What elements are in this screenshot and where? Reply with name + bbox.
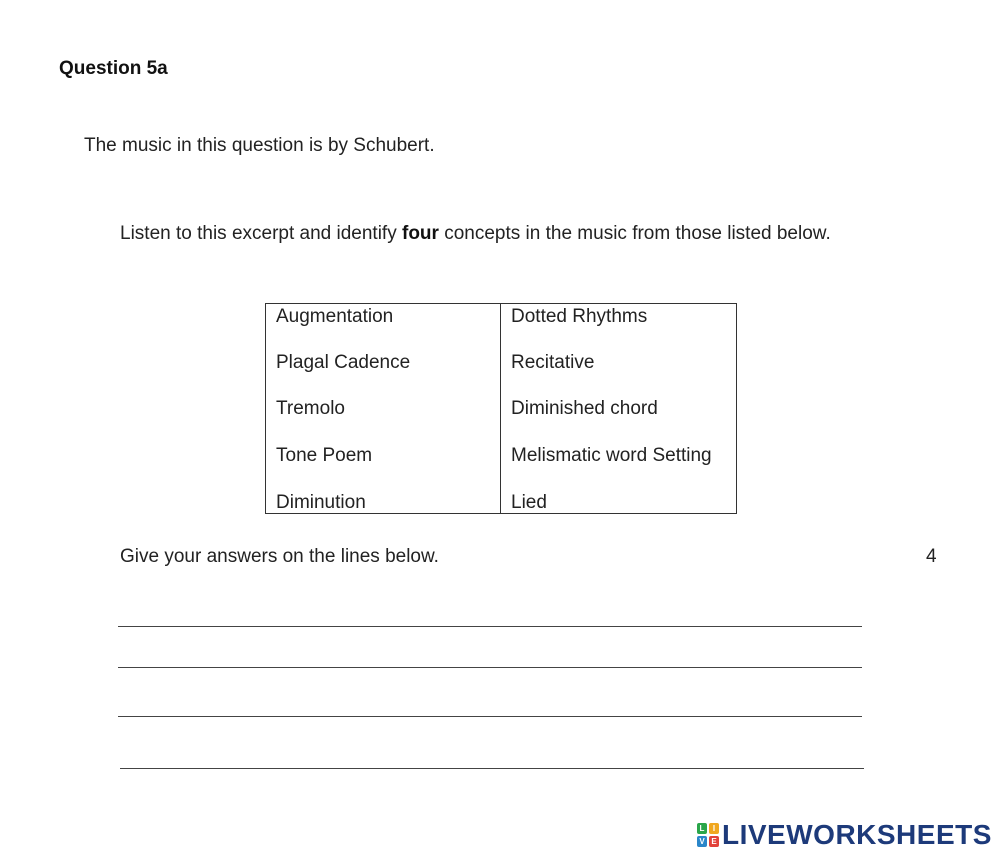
answer-line-1[interactable]	[118, 626, 862, 627]
concept-cell: Plagal Cadence	[276, 352, 411, 373]
concept-cell: Diminution	[276, 492, 366, 513]
concept-cell: Tremolo	[276, 398, 345, 419]
concept-column-left	[266, 304, 501, 513]
concept-cell: Lied	[511, 492, 547, 513]
answer-line-4[interactable]	[120, 768, 864, 769]
concept-cell: Melismatic word Setting	[511, 445, 712, 466]
logo-square: E	[709, 836, 719, 847]
liveworksheets-logo-icon	[697, 823, 719, 847]
answer-line-2[interactable]	[118, 667, 862, 668]
concept-cell: Diminished chord	[511, 398, 658, 419]
instruction-text-after: concepts in the music from those listed below.	[438, 223, 831, 244]
marks-value: 4	[926, 546, 937, 567]
concept-cell: Tone Poem	[276, 445, 373, 466]
instruction-text-before: Listen to this excerpt and identify	[120, 223, 402, 244]
brand-name: LIVEWORKSHEETS	[722, 819, 992, 850]
answers-label: Give your answers on the lines below.	[120, 546, 439, 567]
concept-cell: Dotted Rhythms	[511, 306, 648, 327]
instruction-emphasis: four	[402, 223, 439, 244]
logo-square: I	[709, 823, 719, 834]
question-title: Question 5a	[59, 58, 168, 79]
question-instruction	[120, 223, 840, 245]
liveworksheets-brand[interactable]	[697, 819, 992, 851]
question-intro: The music in this question is by Schubert.	[84, 135, 435, 156]
concept-cell: Recitative	[511, 352, 595, 373]
concept-table	[265, 303, 737, 514]
concept-cell: Augmentation	[276, 306, 394, 327]
logo-square: L	[697, 823, 707, 834]
concept-column-right	[501, 304, 736, 513]
logo-square: V	[697, 836, 707, 847]
answer-line-3[interactable]	[118, 716, 862, 717]
